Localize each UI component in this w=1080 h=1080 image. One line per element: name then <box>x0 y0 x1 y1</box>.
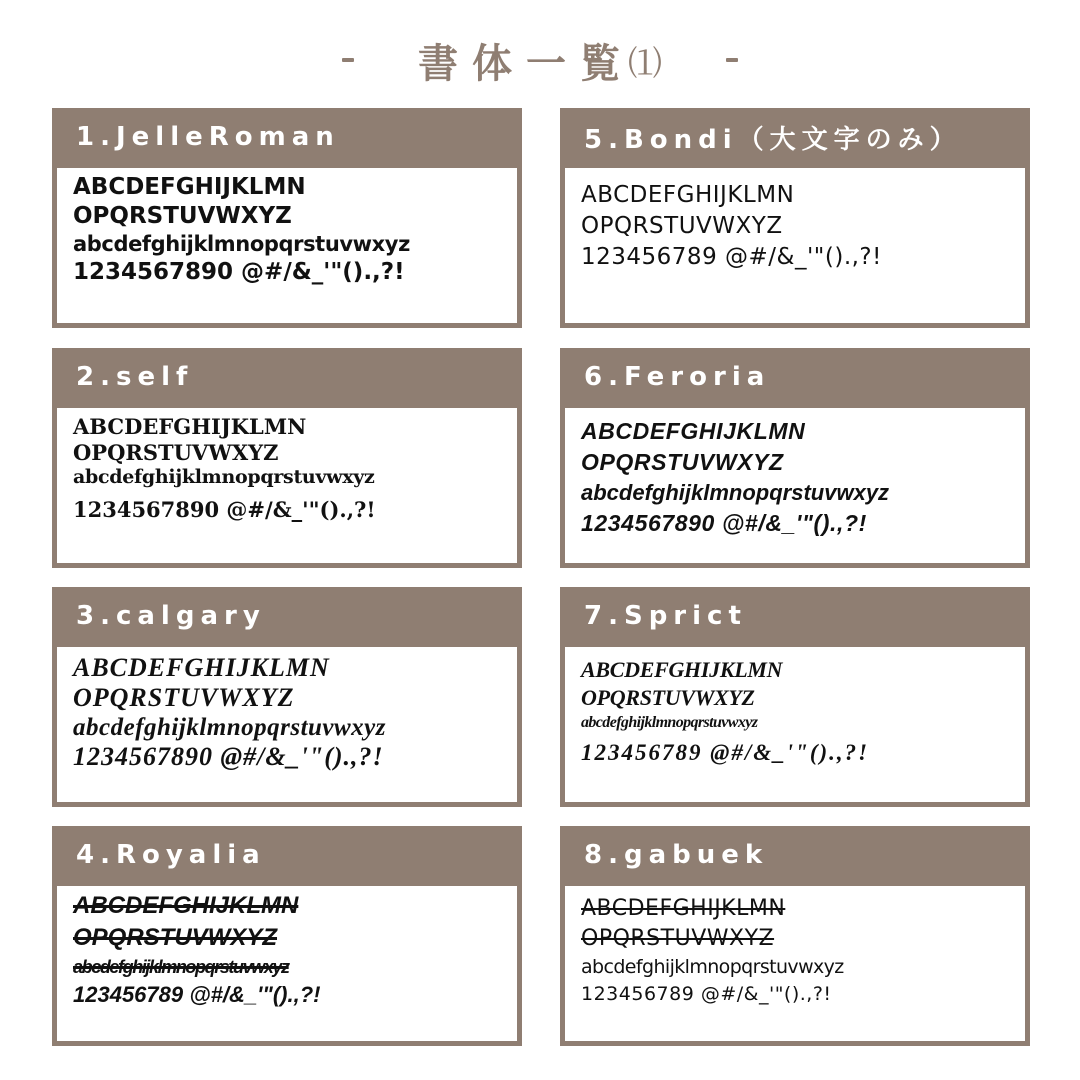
font-card-title: 1.JelleRoman <box>76 122 340 152</box>
font-card-5 <box>560 108 1030 328</box>
sample-numbers-symbols: 1234567890 @#/&_'"().,?! <box>73 497 376 522</box>
page-title <box>0 28 1080 92</box>
sample-uppercase-2: OPQRSTUVWXYZ <box>581 449 784 475</box>
sample-uppercase-2: OPQRSTUVWXYZ <box>581 926 775 951</box>
font-sample-panel <box>565 408 1025 563</box>
sample-lowercase: abcdefghijklmnopqrstuvwxyz <box>73 957 289 977</box>
sample-uppercase-1: ABCDEFGHIJKLMN <box>73 174 306 200</box>
font-sample-panel <box>57 408 517 563</box>
sample-lowercase: abcdefghijklmnopqrstuvwxyz <box>73 466 375 488</box>
sample-lowercase: abcdefghijklmnopqrstuvwxyz <box>581 714 758 731</box>
sample-numbers-symbols: 1234567890 @#/&_'"().,?! <box>73 742 384 771</box>
sample-numbers-symbols: 1234567890 @#/&_'"().,?! <box>581 510 867 536</box>
font-card-title: 2.self <box>76 362 194 392</box>
title-number: ⑴ <box>628 43 662 84</box>
font-card-2 <box>52 348 522 568</box>
font-card-4 <box>52 826 522 1046</box>
sample-uppercase-2: OPQRSTUVWXYZ <box>73 683 295 712</box>
sample-numbers-symbols: 123456789 @#/&_'"().,?! <box>73 982 321 1007</box>
font-card-6 <box>560 348 1030 568</box>
title-dash-left <box>342 58 354 62</box>
sample-numbers-symbols: 123456789 @#/&_'"().,?! <box>581 740 870 765</box>
title-dash-right <box>726 58 738 62</box>
sample-lowercase: abcdefghijklmnopqrstuvwxyz <box>581 480 890 505</box>
font-card-title: 4.Royalia <box>76 840 266 870</box>
sample-uppercase-1: ABCDEFGHIJKLMN <box>73 414 307 439</box>
font-sample-panel <box>565 886 1025 1041</box>
font-card-title: 8.gabuek <box>584 840 769 870</box>
sample-uppercase-1: ABCDEFGHIJKLMN <box>581 182 795 208</box>
sample-uppercase-2: OPQRSTUVWXYZ <box>73 440 279 465</box>
sample-numbers-symbols: 123456789 @#/&_'"().,?! <box>581 244 882 270</box>
sample-uppercase-2: OPQRSTUVWXYZ <box>73 203 292 229</box>
sample-numbers-symbols: 123456789 @#/&_'"().,?! <box>581 983 832 1005</box>
font-sample-panel <box>57 886 517 1041</box>
font-card-1 <box>52 108 522 328</box>
font-card-title: 7.Sprict <box>584 601 747 631</box>
sample-numbers-symbols: 1234567890 @#/&_'"().,?! <box>73 259 405 285</box>
font-card-8 <box>560 826 1030 1046</box>
font-card-3 <box>52 587 522 807</box>
font-card-title: 5.Bondi（大文字のみ） <box>584 124 962 155</box>
font-sample-panel <box>57 168 517 323</box>
font-card-title: 3.calgary <box>76 601 266 631</box>
font-card-title: 6.Feroria <box>584 362 771 392</box>
sample-uppercase-1: ABCDEFGHIJKLMN <box>581 896 786 921</box>
sample-uppercase-1: ABCDEFGHIJKLMN <box>73 892 299 919</box>
sample-lowercase: abcdefghijklmnopqrstuvwxyz <box>73 232 410 256</box>
sample-uppercase-1: ABCDEFGHIJKLMN <box>581 418 806 444</box>
font-card-7 <box>560 587 1030 807</box>
sample-uppercase-1: ABCDEFGHIJKLMN <box>581 657 783 682</box>
font-sample-panel <box>565 168 1025 323</box>
sample-lowercase: abcdefghijklmnopqrstuvwxyz <box>73 714 387 741</box>
sample-uppercase-1: ABCDEFGHIJKLMN <box>73 653 330 682</box>
sample-uppercase-2: OPQRSTUVWXYZ <box>581 213 783 239</box>
font-sample-panel <box>57 647 517 802</box>
sample-uppercase-2: OPQRSTUVWXYZ <box>73 924 278 951</box>
title-text: 書体一覧 <box>418 40 634 87</box>
font-sample-panel <box>565 647 1025 802</box>
sample-lowercase: abcdefghijklmnopqrstuvwxyz <box>581 956 844 978</box>
sample-uppercase-2: OPQRSTUVWXYZ <box>581 685 755 710</box>
